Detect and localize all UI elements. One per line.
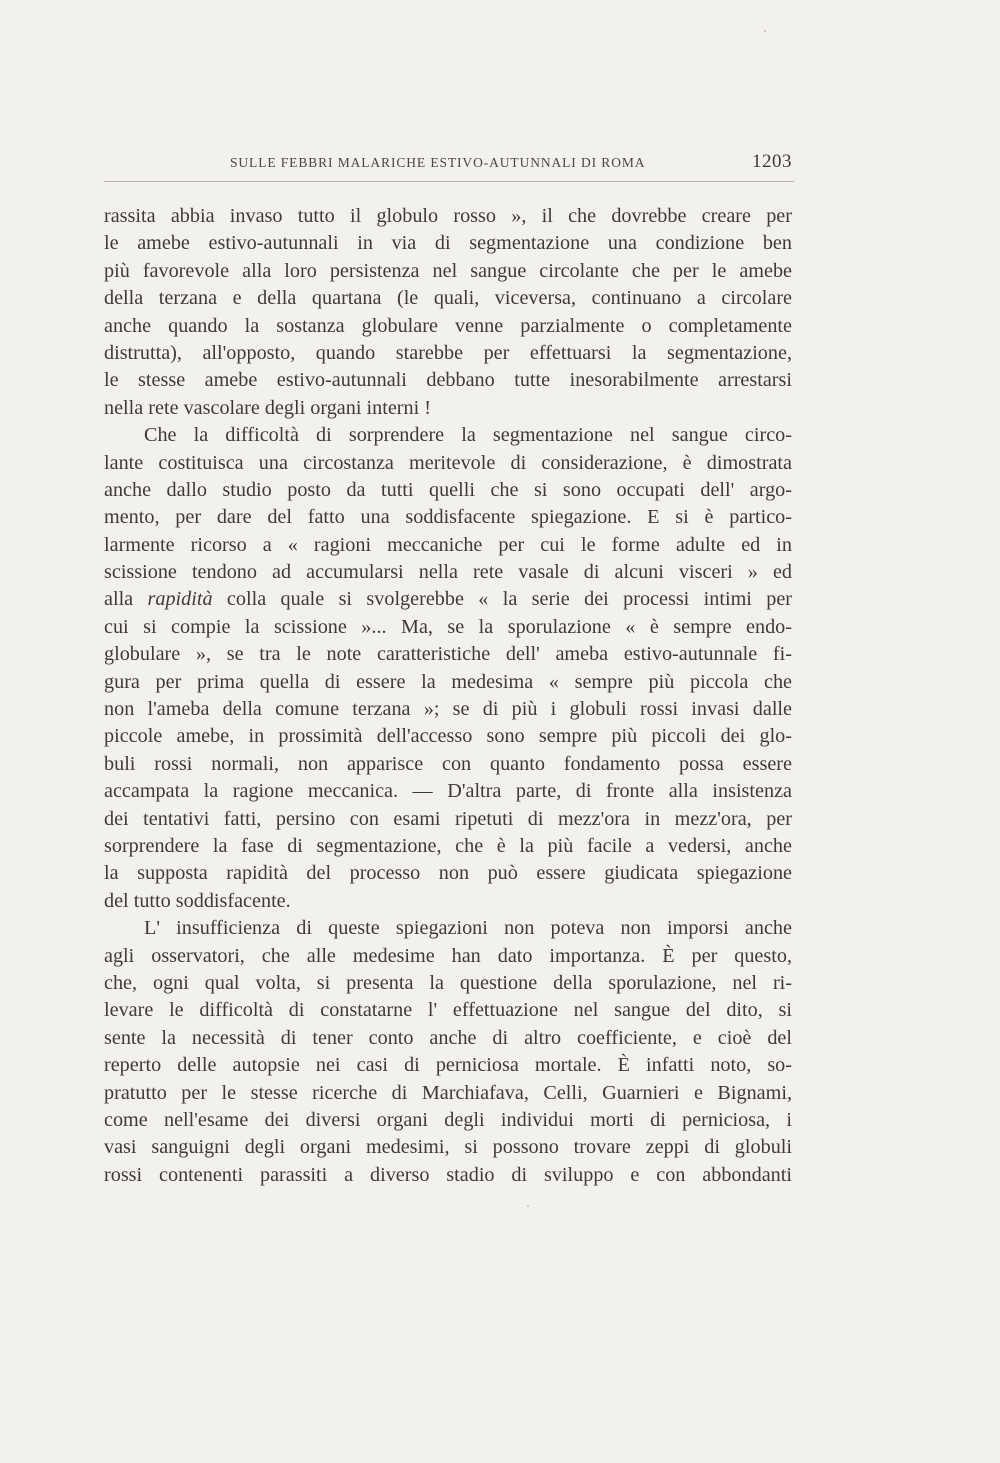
text-line: agli osservatori, che alle medesime han dato importanza. È per questo, bbox=[104, 944, 792, 967]
text-line: gura per prima quella di essere la medesima « sempre più piccola che bbox=[104, 670, 792, 693]
text-line: cui si compie la scissione »... Ma, se la sporulazione « è sempre endo- bbox=[104, 615, 792, 638]
text-line: rossi contenenti parassiti a diverso stadio di sviluppo e con abbondanti bbox=[104, 1163, 792, 1186]
body-text bbox=[104, 203, 792, 1189]
paragraph-first-line: Che la difficoltà di sorprendere la segmentazione nel sangue circo- bbox=[144, 424, 792, 447]
page-number: 1203 bbox=[752, 151, 792, 172]
text-line: distrutta), all'opposto, quando starebbe per effettuarsi la segmentazione, bbox=[104, 341, 792, 364]
text-line-with-italic bbox=[104, 586, 792, 613]
text-line: anche quando la sostanza globulare venne parzialmente o completamente bbox=[104, 314, 792, 337]
text-line: nella rete vascolare degli organi interni ! bbox=[104, 396, 431, 419]
text-line: la supposta rapidità del processo non può essere giudicata spiegazione bbox=[104, 862, 792, 885]
text-line: sorprendere la fase di segmentazione, che è la più facile a vedersi, anche bbox=[104, 834, 792, 857]
text-line: scissione tendono ad accumularsi nella rete vasale di alcuni visceri » ed bbox=[104, 561, 792, 584]
text-line: rassita abbia invaso tutto il globulo rosso », il che dovrebbe creare per bbox=[104, 205, 792, 227]
line-prefix: alla bbox=[104, 588, 134, 611]
text-line: vasi sanguigni degli organi medesimi, si possono trovare zeppi di globuli bbox=[104, 1136, 792, 1159]
paragraph-first-line: L' insufficienza di queste spiegazioni non poteva non imporsi anche bbox=[144, 917, 792, 940]
text-line: della terzana e della quartana (le quali, viceversa, continuano a circolare bbox=[104, 287, 792, 310]
text-line: reperto delle autopsie nei casi di perniciosa mortale. È infatti noto, so- bbox=[104, 1054, 792, 1077]
text-line: non l'ameba della comune terzana »; se di più i globuli rossi invasi dalle bbox=[104, 698, 792, 721]
text-line: come nell'esame dei diversi organi degli individui morti di perniciosa, i bbox=[104, 1108, 792, 1131]
header-rule bbox=[104, 181, 794, 182]
text-line: del tutto soddisfacente. bbox=[104, 889, 291, 912]
text-line: anche dallo studio posto da tutti quelli che si sono occupati dell' argo- bbox=[104, 478, 792, 501]
text-line: levare le difficoltà di constatarne l' effettuazione nel sangue del dito, si bbox=[104, 999, 792, 1022]
text-line: le stesse amebe estivo-autunnali debbano tutte inesorabilmente arrestarsi bbox=[104, 369, 792, 392]
text-line: sente la necessità di tener conto anche di altro coefficiente, e cioè del bbox=[104, 1026, 792, 1049]
text-line: più favorevole alla loro persistenza nel sangue circolante che per le amebe bbox=[104, 259, 792, 282]
text-line: buli rossi normali, non apparisce con quanto fondamento possa essere bbox=[104, 752, 792, 775]
text-line: larmente ricorso a « ragioni meccaniche per cui le forme adulte ed in bbox=[104, 533, 792, 556]
paper-speck bbox=[527, 1205, 529, 1207]
running-head bbox=[104, 150, 792, 180]
text-line: che, ogni qual volta, si presenta la questione della sporulazione, nel ri- bbox=[104, 971, 792, 994]
italic-word: rapidità bbox=[147, 588, 213, 611]
paper-speck bbox=[764, 30, 766, 32]
line-rest: colla quale si svolgerebbe « la serie dei processi intimi per bbox=[226, 588, 793, 611]
text-line: le amebe estivo-autunnali in via di segmentazione una condizione ben bbox=[104, 232, 792, 255]
text-line: globulare », se tra le note caratteristiche dell' ameba estivo-autunnale fi- bbox=[104, 643, 792, 666]
text-line: pratutto per le stesse ricerche di Marchiafava, Celli, Guarnieri e Bignami, bbox=[104, 1081, 792, 1104]
text-line: accampata la ragione meccanica. — D'altra parte, di fronte alla insistenza bbox=[104, 780, 792, 803]
running-title: SULLE FEBBRI MALARICHE ESTIVO-AUTUNNALI DI ROMA bbox=[230, 155, 646, 170]
text-line: piccole amebe, in prossimità dell'accesso sono sempre più piccoli dei glo- bbox=[104, 725, 792, 748]
text-line: dei tentativi fatti, persino con esami ripetuti di mezz'ora in mezz'ora, per bbox=[104, 807, 792, 830]
text-line: lante costituisca una circostanza meritevole di considerazione, è dimostrata bbox=[104, 451, 792, 474]
text-line: mento, per dare del fatto una soddisfacente spiegazione. E si è partico- bbox=[104, 506, 792, 529]
